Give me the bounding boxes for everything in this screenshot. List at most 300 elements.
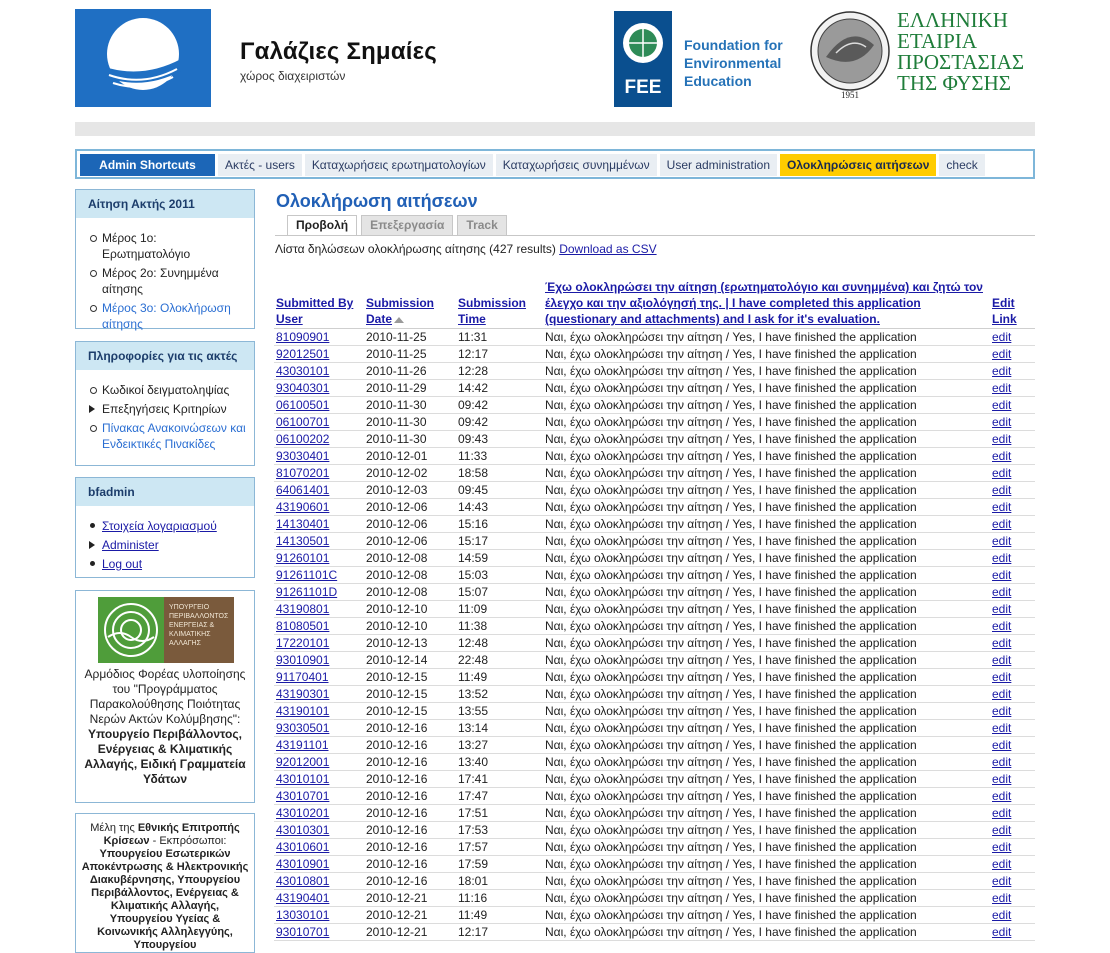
completions-table xyxy=(274,279,1035,941)
edit-link[interactable]: edit xyxy=(992,534,1012,548)
cell-date: 2010-12-06 xyxy=(364,516,456,533)
shortcut-attachment-entries[interactable]: Καταχωρήσεις συνημμένων xyxy=(496,154,657,176)
edit-link[interactable]: edit xyxy=(992,568,1012,582)
cell-edit xyxy=(990,516,1035,533)
cell-user xyxy=(274,856,364,873)
user-link[interactable]: 43010801 xyxy=(276,874,330,888)
user-link[interactable]: 81070201 xyxy=(276,466,330,480)
cell-answer: Ναι, έχω ολοκληρώσει την αίτηση / Yes, I have finished the application xyxy=(543,618,990,635)
table-row xyxy=(274,703,1035,720)
cell-user xyxy=(274,533,364,550)
shortcut-questionnaire-entries[interactable]: Καταχωρήσεις ερωτηματολογίων xyxy=(305,154,493,176)
cell-time: 15:17 xyxy=(456,533,543,550)
cell-time: 15:07 xyxy=(456,584,543,601)
ministry-box xyxy=(75,590,255,803)
edit-link[interactable]: edit xyxy=(992,891,1012,905)
cell-date: 2010-12-16 xyxy=(364,737,456,754)
edit-link[interactable]: edit xyxy=(992,466,1012,480)
edit-link[interactable]: edit xyxy=(992,670,1012,684)
cell-time: 17:51 xyxy=(456,805,543,822)
user-link[interactable]: 93030401 xyxy=(276,449,330,463)
user-link[interactable]: 91260101 xyxy=(276,551,330,565)
edit-link[interactable]: edit xyxy=(992,415,1012,429)
fee-abbr: FEE xyxy=(624,77,662,98)
cell-edit xyxy=(990,924,1035,941)
application-menu-box xyxy=(75,189,255,329)
cell-time: 12:17 xyxy=(456,924,543,941)
cell-time: 11:31 xyxy=(456,329,543,346)
user-link[interactable]: 93030501 xyxy=(276,721,330,735)
cell-user xyxy=(274,873,364,890)
column-header-edit[interactable]: Edit Link xyxy=(990,279,1035,329)
cell-user xyxy=(274,618,364,635)
edit-link[interactable]: edit xyxy=(992,721,1012,735)
blue-flag-logo[interactable] xyxy=(75,9,211,107)
cell-date: 2010-12-03 xyxy=(364,482,456,499)
cell-edit xyxy=(990,686,1035,703)
edit-link[interactable]: edit xyxy=(992,500,1012,514)
cell-answer: Ναι, έχω ολοκληρώσει την αίτηση / Yes, I have finished the application xyxy=(543,567,990,584)
table-row xyxy=(274,737,1035,754)
user-link[interactable]: 13030101 xyxy=(276,908,330,922)
cell-answer: Ναι, έχω ολοκληρώσει την αίτηση / Yes, I have finished the application xyxy=(543,482,990,499)
table-row xyxy=(274,329,1035,346)
menu-item-announcements[interactable]: Πίνακας Ανακοινώσεων και Ενδεικτικές Πινακίδες xyxy=(86,420,246,452)
beach-info-box xyxy=(75,341,255,466)
user-link[interactable]: 43190301 xyxy=(276,687,330,701)
edit-link[interactable]: edit xyxy=(992,823,1012,837)
cell-answer: Ναι, έχω ολοκληρώσει την αίτηση / Yes, I have finished the application xyxy=(543,856,990,873)
edit-link[interactable]: edit xyxy=(992,517,1012,531)
cell-time: 14:42 xyxy=(456,380,543,397)
ministry-name: Υπουργείο Περιβάλλοντος, Ενέργειας & Κλιματικής Αλλαγής, Ειδική Γραμματεία Υδάτων xyxy=(84,727,246,786)
table-row xyxy=(274,465,1035,482)
user-link[interactable]: 81090901 xyxy=(276,330,330,344)
cell-answer: Ναι, έχω ολοκληρώσει την αίτηση / Yes, I have finished the application xyxy=(543,465,990,482)
user-link[interactable]: 43190601 xyxy=(276,500,330,514)
user-link[interactable]: 93010901 xyxy=(276,653,330,667)
menu-item-criteria-explanations[interactable]: Επεξηγήσεις Κριτηρίων xyxy=(86,401,246,417)
edit-link[interactable]: edit xyxy=(992,840,1012,854)
edit-link[interactable]: edit xyxy=(992,874,1012,888)
edit-link[interactable]: edit xyxy=(992,364,1012,378)
cell-user xyxy=(274,567,364,584)
cell-date: 2010-12-06 xyxy=(364,533,456,550)
user-link[interactable]: 43010601 xyxy=(276,840,330,854)
cell-answer: Ναι, έχω ολοκληρώσει την αίτηση / Yes, I have finished the application xyxy=(543,924,990,941)
table-row xyxy=(274,771,1035,788)
cell-edit xyxy=(990,482,1035,499)
cell-answer: Ναι, έχω ολοκληρώσει την αίτηση / Yes, I have finished the application xyxy=(543,329,990,346)
table-row xyxy=(274,890,1035,907)
edit-link[interactable]: edit xyxy=(992,347,1012,361)
user-link[interactable]: 92012501 xyxy=(276,347,330,361)
user-link[interactable]: 43010201 xyxy=(276,806,330,820)
admin-shortcuts-title: Admin Shortcuts xyxy=(80,154,215,176)
user-link[interactable]: 43190101 xyxy=(276,704,330,718)
cell-time: 13:52 xyxy=(456,686,543,703)
crisis-members: Υπουργείου Εσωτερικών Αποκέντρωσης & Ηλεκτρονικής Διακυβέρνησης, Υπουργείου Περιβάλλοντος, Ενέργειας & Κλιματικής Αλλαγής, Υπουργείου Υγείας & Κοινωνικής Αλληλεγγύης, Υπουργείου xyxy=(81,848,249,951)
cell-time: 09:45 xyxy=(456,482,543,499)
cell-user xyxy=(274,397,364,414)
cell-user xyxy=(274,822,364,839)
column-header-time[interactable]: Submission Time xyxy=(456,279,543,329)
cell-edit xyxy=(990,788,1035,805)
cell-date: 2010-12-08 xyxy=(364,584,456,601)
cell-time: 17:47 xyxy=(456,788,543,805)
cell-answer: Ναι, έχω ολοκληρώσει την αίτηση / Yes, I have finished the application xyxy=(543,720,990,737)
user-link[interactable]: 92012001 xyxy=(276,755,330,769)
cell-answer: Ναι, έχω ολοκληρώσει την αίτηση / Yes, I have finished the application xyxy=(543,890,990,907)
cell-time: 11:33 xyxy=(456,448,543,465)
fee-logo xyxy=(614,11,672,107)
edit-link[interactable]: edit xyxy=(992,857,1012,871)
user-menu-title: bfadmin xyxy=(76,478,254,506)
eepf-seal-logo xyxy=(808,9,892,101)
user-link[interactable]: 43191101 xyxy=(276,738,329,752)
user-link[interactable]: 17220101 xyxy=(276,636,330,650)
edit-link[interactable]: edit xyxy=(992,653,1012,667)
cell-edit xyxy=(990,465,1035,482)
table-row xyxy=(274,397,1035,414)
cell-edit xyxy=(990,584,1035,601)
shortcut-application-completions[interactable]: Ολοκληρώσεις αιτήσεων xyxy=(780,154,936,176)
user-link[interactable]: 06100202 xyxy=(276,432,330,446)
cell-user xyxy=(274,737,364,754)
table-row xyxy=(274,822,1035,839)
table-row xyxy=(274,380,1035,397)
site-title[interactable]: Γαλάζιες Σημαίες xyxy=(240,38,437,65)
edit-link[interactable]: edit xyxy=(992,381,1012,395)
edit-link[interactable]: edit xyxy=(992,602,1012,616)
cell-date: 2010-12-16 xyxy=(364,805,456,822)
cell-time: 13:40 xyxy=(456,754,543,771)
edit-link[interactable]: edit xyxy=(992,789,1012,803)
sort-ascending-icon xyxy=(394,317,404,323)
cell-user xyxy=(274,652,364,669)
cell-time: 11:38 xyxy=(456,618,543,635)
cell-user xyxy=(274,431,364,448)
edit-link[interactable]: edit xyxy=(992,636,1012,650)
cell-time: 11:16 xyxy=(456,890,543,907)
cell-date: 2010-11-25 xyxy=(364,346,456,363)
cell-edit xyxy=(990,890,1035,907)
cell-time: 14:59 xyxy=(456,550,543,567)
cell-date: 2010-12-15 xyxy=(364,686,456,703)
table-row xyxy=(274,482,1035,499)
edit-link[interactable]: edit xyxy=(992,432,1012,446)
cell-edit xyxy=(990,346,1035,363)
user-link[interactable]: 14130501 xyxy=(276,534,330,548)
header-divider xyxy=(75,122,1035,136)
user-link[interactable]: 06100501 xyxy=(276,398,330,412)
cell-answer: Ναι, έχω ολοκληρώσει την αίτηση / Yes, I have finished the application xyxy=(543,652,990,669)
cell-user xyxy=(274,788,364,805)
table-row xyxy=(274,839,1035,856)
cell-edit xyxy=(990,533,1035,550)
user-link[interactable]: 06100701 xyxy=(276,415,330,429)
cell-answer: Ναι, έχω ολοκληρώσει την αίτηση / Yes, I have finished the application xyxy=(543,584,990,601)
column-header-answer[interactable]: Έχω ολοκληρώσει την αίτηση (ερωτηματολόγιο και συνημμένα) και ζητώ τον έλεγχο και την αξιολόγησή της. | I have completed this application (questionary and attachments) and I ask for it's evaluation. xyxy=(543,279,990,329)
cell-date: 2010-12-16 xyxy=(364,856,456,873)
cell-user xyxy=(274,499,364,516)
cell-edit xyxy=(990,601,1035,618)
cell-answer: Ναι, έχω ολοκληρώσει την αίτηση / Yes, I have finished the application xyxy=(543,703,990,720)
cell-answer: Ναι, έχω ολοκληρώσει την αίτηση / Yes, I have finished the application xyxy=(543,533,990,550)
cell-date: 2010-12-10 xyxy=(364,618,456,635)
cell-edit xyxy=(990,448,1035,465)
user-link[interactable]: 43190401 xyxy=(276,891,330,905)
table-row xyxy=(274,805,1035,822)
cell-user xyxy=(274,516,364,533)
cell-date: 2010-12-13 xyxy=(364,635,456,652)
view-tabs xyxy=(287,215,511,236)
menu-item-sampling-codes[interactable]: Κωδικοί δειγματοληψίας xyxy=(86,382,246,398)
user-link[interactable]: 43190801 xyxy=(276,602,330,616)
edit-link[interactable]: edit xyxy=(992,483,1012,497)
cell-time: 12:48 xyxy=(456,635,543,652)
user-link[interactable]: 43010901 xyxy=(276,857,330,871)
table-row xyxy=(274,448,1035,465)
beach-info-title: Πληροφορίες για τις ακτές xyxy=(76,342,254,370)
menu-item-part2[interactable]: Μέρος 2ο: Συνημμένα αίτησης xyxy=(86,265,246,297)
table-row xyxy=(274,652,1035,669)
cell-date: 2010-12-15 xyxy=(364,669,456,686)
cell-edit xyxy=(990,737,1035,754)
cell-user xyxy=(274,601,364,618)
ministry-description: Αρμόδιος Φορέας υλοποίησης του "Προγράμματος Παρακολούθησης Ποιότητας Νερών Ακτών Κολύμβησης": Υπουργείο Περιβάλλοντος, Ενέργειας & Κλιματικής Αλλαγής, Ειδική Γραμματεία Υδάτων xyxy=(84,667,246,786)
cell-edit xyxy=(990,754,1035,771)
cell-date: 2010-12-21 xyxy=(364,890,456,907)
cell-time: 14:43 xyxy=(456,499,543,516)
cell-date: 2010-12-16 xyxy=(364,788,456,805)
cell-edit xyxy=(990,720,1035,737)
edit-link[interactable]: edit xyxy=(992,687,1012,701)
cell-answer: Ναι, έχω ολοκληρώσει την αίτηση / Yes, I have finished the application xyxy=(543,737,990,754)
cell-user xyxy=(274,363,364,380)
user-link[interactable]: 81080501 xyxy=(276,619,330,633)
cell-user xyxy=(274,380,364,397)
cell-edit xyxy=(990,669,1035,686)
cell-date: 2010-11-29 xyxy=(364,380,456,397)
cell-user xyxy=(274,448,364,465)
cell-user xyxy=(274,635,364,652)
user-link[interactable]: 43010101 xyxy=(276,772,330,786)
cell-answer: Ναι, έχω ολοκληρώσει την αίτηση / Yes, I have finished the application xyxy=(543,669,990,686)
fee-name: Foundation for Environmental Education xyxy=(684,37,783,89)
cell-time: 09:42 xyxy=(456,397,543,414)
cell-edit xyxy=(990,397,1035,414)
table-body xyxy=(274,329,1035,941)
cell-edit xyxy=(990,703,1035,720)
cell-edit xyxy=(990,839,1035,856)
menu-item-account-details[interactable]: Στοιχεία λογαριασμού xyxy=(86,518,246,534)
shortcut-beaches-users[interactable]: Ακτές - users xyxy=(218,154,302,176)
shortcut-user-administration[interactable]: User administration xyxy=(660,154,777,176)
cell-date: 2010-12-08 xyxy=(364,550,456,567)
cell-time: 22:48 xyxy=(456,652,543,669)
cell-user xyxy=(274,482,364,499)
cell-user xyxy=(274,329,364,346)
table-row xyxy=(274,856,1035,873)
table-row xyxy=(274,924,1035,941)
cell-date: 2010-12-16 xyxy=(364,873,456,890)
cell-date: 2010-12-02 xyxy=(364,465,456,482)
tab-edit[interactable]: Επεξεργασία xyxy=(361,215,453,236)
table-row xyxy=(274,414,1035,431)
edit-link[interactable]: edit xyxy=(992,330,1012,344)
user-link[interactable]: 43010701 xyxy=(276,789,330,803)
cell-answer: Ναι, έχω ολοκληρώσει την αίτηση / Yes, I have finished the application xyxy=(543,788,990,805)
edit-link[interactable]: edit xyxy=(992,704,1012,718)
cell-user xyxy=(274,720,364,737)
user-link[interactable]: 91261101C xyxy=(276,568,338,582)
edit-link[interactable]: edit xyxy=(992,398,1012,412)
table-row xyxy=(274,601,1035,618)
cell-time: 17:41 xyxy=(456,771,543,788)
column-header-user[interactable]: Submitted By User xyxy=(274,279,364,329)
cell-edit xyxy=(990,771,1035,788)
cell-edit xyxy=(990,652,1035,669)
cell-time: 13:55 xyxy=(456,703,543,720)
cell-time: 15:03 xyxy=(456,567,543,584)
table-row xyxy=(274,635,1035,652)
cell-answer: Ναι, έχω ολοκληρώσει την αίτηση / Yes, I have finished the application xyxy=(543,414,990,431)
edit-link[interactable]: edit xyxy=(992,755,1012,769)
cell-date: 2010-11-30 xyxy=(364,397,456,414)
ministry-logo[interactable] xyxy=(98,597,234,663)
cell-user xyxy=(274,839,364,856)
user-link[interactable]: 64061401 xyxy=(276,483,330,497)
cell-answer: Ναι, έχω ολοκληρώσει την αίτηση / Yes, I have finished the application xyxy=(543,873,990,890)
cell-time: 12:28 xyxy=(456,363,543,380)
cell-answer: Ναι, έχω ολοκληρώσει την αίτηση / Yes, I have finished the application xyxy=(543,448,990,465)
results-summary: Λίστα δηλώσεων ολοκλήρωσης αίτησης (427 results) Download as CSV xyxy=(275,242,657,256)
cell-date: 2010-12-01 xyxy=(364,448,456,465)
menu-item-administer[interactable]: Administer xyxy=(86,537,246,553)
cell-answer: Ναι, έχω ολοκληρώσει την αίτηση / Yes, I have finished the application xyxy=(543,805,990,822)
crisis-committee-box: Μέλη της Εθνικής Επιτροπής Κρίσεων - Εκπρόσωποι: Υπουργείου Εσωτερικών Αποκέντρωσης & Ηλεκτρονικής Διακυβέρνησης, Υπουργείου Περιβάλλοντος, Ενέργειας & Κλιματικής Αλλαγής, Υπουργείου Υγείας & Κοινωνικής Αλληλεγγύης, Υπουργείου xyxy=(75,813,255,953)
cell-answer: Ναι, έχω ολοκληρώσει την αίτηση / Yes, I have finished the application xyxy=(543,907,990,924)
cell-user xyxy=(274,414,364,431)
table-row xyxy=(274,873,1035,890)
column-header-date[interactable]: Submission Date xyxy=(364,279,456,329)
cell-edit xyxy=(990,822,1035,839)
edit-link[interactable]: edit xyxy=(992,738,1012,752)
user-link[interactable]: 43030101 xyxy=(276,364,330,378)
cell-edit xyxy=(990,431,1035,448)
edit-link[interactable]: edit xyxy=(992,772,1012,786)
cell-answer: Ναι, έχω ολοκληρώσει την αίτηση / Yes, I have finished the application xyxy=(543,363,990,380)
cell-time: 13:14 xyxy=(456,720,543,737)
cell-answer: Ναι, έχω ολοκληρώσει την αίτηση / Yes, I have finished the application xyxy=(543,550,990,567)
table-row xyxy=(274,567,1035,584)
cell-date: 2010-12-08 xyxy=(364,567,456,584)
tab-view[interactable]: Προβολή xyxy=(287,215,357,236)
cell-user xyxy=(274,584,364,601)
edit-link[interactable]: edit xyxy=(992,925,1012,939)
site-subtitle: χώρος διαχειριστών xyxy=(240,69,346,83)
edit-link[interactable]: edit xyxy=(992,449,1012,463)
user-link[interactable]: 91170401 xyxy=(276,670,329,684)
edit-link[interactable]: edit xyxy=(992,806,1012,820)
page-title: Ολοκλήρωση αιτήσεων xyxy=(276,191,478,211)
menu-item-log-out[interactable]: Log out xyxy=(86,556,246,572)
cell-user xyxy=(274,346,364,363)
cell-answer: Ναι, έχω ολοκληρώσει την αίτηση / Yes, I have finished the application xyxy=(543,839,990,856)
menu-item-part1[interactable]: Μέρος 1ο: Ερωτηματολόγιο xyxy=(86,230,246,262)
tabs-divider xyxy=(275,235,1035,236)
edit-link[interactable]: edit xyxy=(992,908,1012,922)
cell-user xyxy=(274,465,364,482)
edit-link[interactable]: edit xyxy=(992,551,1012,565)
table-row xyxy=(274,686,1035,703)
shortcut-check[interactable]: check xyxy=(939,154,984,176)
cell-date: 2010-12-16 xyxy=(364,771,456,788)
cell-edit xyxy=(990,329,1035,346)
table-row xyxy=(274,499,1035,516)
cell-date: 2010-12-06 xyxy=(364,499,456,516)
cell-date: 2010-11-25 xyxy=(364,329,456,346)
user-link[interactable]: 93040301 xyxy=(276,381,330,395)
cell-date: 2010-12-16 xyxy=(364,720,456,737)
admin-shortcuts-bar xyxy=(75,149,1035,179)
user-link[interactable]: 43010301 xyxy=(276,823,330,837)
user-link[interactable]: 14130401 xyxy=(276,517,330,531)
cell-time: 13:27 xyxy=(456,737,543,754)
user-menu-box xyxy=(75,477,255,578)
cell-answer: Ναι, έχω ολοκληρώσει την αίτηση / Yes, I have finished the application xyxy=(543,754,990,771)
cell-user xyxy=(274,703,364,720)
cell-user xyxy=(274,805,364,822)
user-link[interactable]: 93010701 xyxy=(276,925,330,939)
table-row xyxy=(274,584,1035,601)
cell-edit xyxy=(990,907,1035,924)
cell-edit xyxy=(990,805,1035,822)
cell-date: 2010-12-16 xyxy=(364,754,456,771)
cell-answer: Ναι, έχω ολοκληρώσει την αίτηση / Yes, I have finished the application xyxy=(543,380,990,397)
cell-answer: Ναι, έχω ολοκληρώσει την αίτηση / Yes, I have finished the application xyxy=(543,397,990,414)
table-row xyxy=(274,550,1035,567)
cell-time: 11:09 xyxy=(456,601,543,618)
edit-link[interactable]: edit xyxy=(992,619,1012,633)
cell-time: 11:49 xyxy=(456,669,543,686)
table-row xyxy=(274,618,1035,635)
cell-answer: Ναι, έχω ολοκληρώσει την αίτηση / Yes, I have finished the application xyxy=(543,635,990,652)
edit-link[interactable]: edit xyxy=(992,585,1012,599)
cell-edit xyxy=(990,873,1035,890)
cell-edit xyxy=(990,635,1035,652)
cell-answer: Ναι, έχω ολοκληρώσει την αίτηση / Yes, I have finished the application xyxy=(543,431,990,448)
menu-item-part3[interactable]: Μέρος 3ο: Ολοκλήρωση αίτησης xyxy=(86,300,246,332)
cell-answer: Ναι, έχω ολοκληρώσει την αίτηση / Yes, I have finished the application xyxy=(543,601,990,618)
cell-time: 12:17 xyxy=(456,346,543,363)
cell-time: 11:49 xyxy=(456,907,543,924)
tab-track[interactable]: Track xyxy=(457,215,506,236)
cell-edit xyxy=(990,856,1035,873)
table-row xyxy=(274,754,1035,771)
cell-date: 2010-12-16 xyxy=(364,839,456,856)
download-csv-link[interactable]: Download as CSV xyxy=(559,242,657,256)
table-row xyxy=(274,431,1035,448)
table-row xyxy=(274,720,1035,737)
cell-date: 2010-11-30 xyxy=(364,431,456,448)
cell-time: 15:16 xyxy=(456,516,543,533)
user-link[interactable]: 91261101D xyxy=(276,585,338,599)
cell-edit xyxy=(990,550,1035,567)
cell-user xyxy=(274,907,364,924)
cell-edit xyxy=(990,380,1035,397)
